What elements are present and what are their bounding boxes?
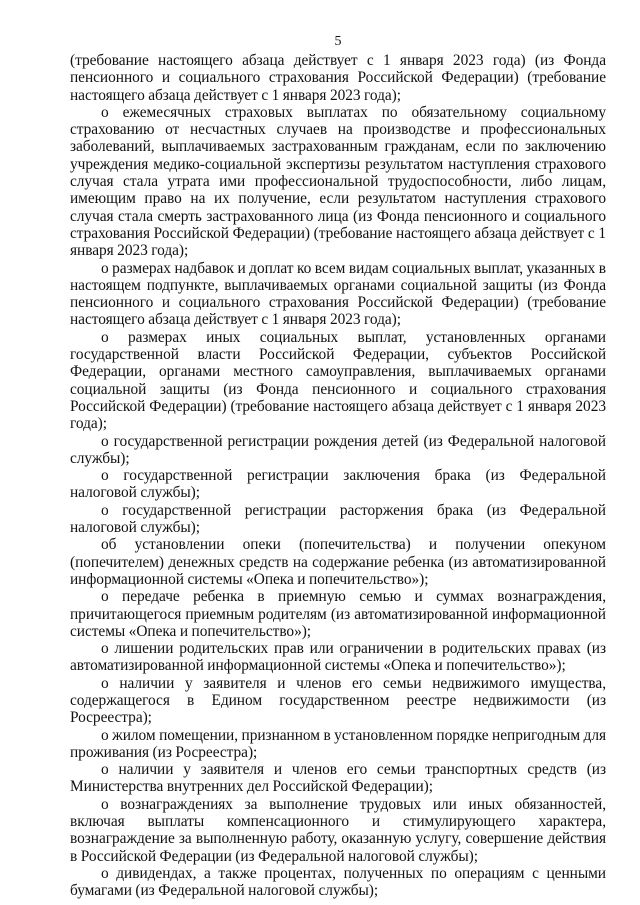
document-page <box>70 34 606 900</box>
paragraph-divorce-registration: о государственной регистрации расторжения брака (из Федеральной налоговой службы); <box>70 501 606 537</box>
paragraph-insurance-payments: о ежемесячных страховых выплатах по обязательному социальному страхованию от несчастных случаев на производстве и профессиональных заболеваний, выплачиваемых застрахованным гражданам, если по заключению учреждения медико-социальной экспертизы результатом наступления страхового случая стала утрата ими профессиональной трудоспособности, либо лицам, имеющим право на их получение, если результатом наступления страхового случая стала смерть застрахованного лица (из Фонда пенсионного и социального страхования Российской Федерации) (требование настоящего абзаца действует с 1 января 2023 года); <box>70 103 606 260</box>
paragraph-remuneration: о вознаграждениях за выполнение трудовых или иных обязанностей, включая выплаты компенсационного и стимулирующего характера, вознаграждение за выполненную работу, оказанную услугу, совершение действия в Российской Федерации (из Федеральной налоговой службы); <box>70 795 606 865</box>
paragraph-allowances: о размерах надбавок и доплат ко всем видам социальных выплат, указанных в настоящем подпункте, выплачиваемых органами социальной защиты (из Фонда пенсионного и социального страхования Российской Федерации) (требование настоящего абзаца действует с 1 января 2023 года); <box>70 259 606 329</box>
paragraph-real-estate: о наличии у заявителя и членов его семьи недвижимого имущества, содержащегося в Едином государственном реестре недвижимости (из Росреестра); <box>70 674 606 727</box>
paragraph-parental-rights: о лишении родительских прав или ограничении в родительских правах (из автоматизированной информационной системы «Опека и попечительство»); <box>70 640 606 675</box>
paragraph-other-social-payments: о размерах иных социальных выплат, установленных органами государственной власти Российской Федерации, субъектов Российской Федерации, органами местного самоуправления, выплачиваемых органами социальной защиты (из Фонда пенсионного и социального страхования Российской Федерации) (требование настоящего абзаца действует с 1 января 2023 года); <box>70 328 606 433</box>
page-number: 5 <box>334 34 342 49</box>
paragraph-vehicles: о наличии у заявителя и членов его семьи транспортных средств (из Министерства внутренних дел Российской Федерации); <box>70 761 606 796</box>
paragraph-birth-registration: о государственной регистрации рождения детей (из Федеральной налоговой службы); <box>70 432 606 467</box>
paragraph-foster-family: о передаче ребенка в приемную семью и суммах вознаграждения, причитающегося приемным родителям (из автоматизированной информационной системы «Опека и попечительство»); <box>70 588 606 640</box>
paragraph-guardianship: об установлении опеки (попечительства) и получении опекуном (попечителем) денежных средств на содержание ребенка (из автоматизированной информационной системы «Опека и попечительство»); <box>70 536 606 588</box>
paragraph-unfit-housing: о жилом помещении, признанном в установленном порядке непригодным для проживания (из Росреестра); <box>70 726 606 761</box>
paragraph-dividends: о дивидендах, а также процентах, полученных по операциям с ценными бумагами (из Федеральной налоговой службы); <box>70 864 606 900</box>
paragraph-marriage-registration: о государственной регистрации заключения брака (из Федеральной налоговой службы); <box>70 467 606 502</box>
paragraph-continuation: (требование настоящего абзаца действует с 1 января 2023 года) (из Фонда пенсионного и социального страхования Российской Федерации) (требование настоящего абзаца действует с 1 января 2023 года); <box>70 52 606 104</box>
